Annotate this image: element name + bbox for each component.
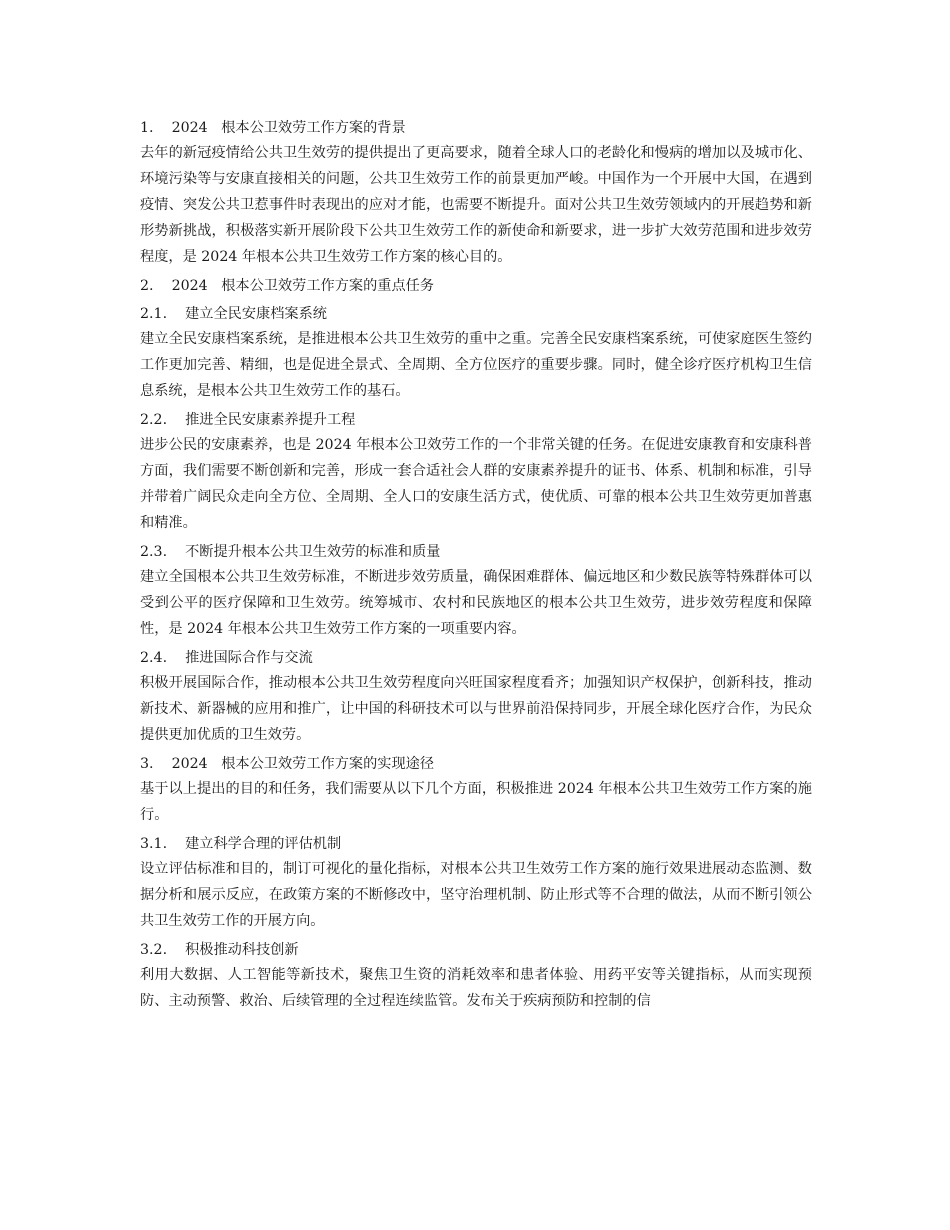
subsection-heading-3-2: 3.2. 积极推动科技创新 bbox=[140, 942, 299, 958]
paragraph-background: 去年的新冠疫情给公共卫生效劳的提供提出了更高要求，随着全球人口的老龄化和慢病的增加以及城市化、环境污染等与安康直接相关的问题，公共卫生效劳工作的前景更加严峻。中国作为一个开展中大国，在遇到疫情、突发公共卫惹事件时表现出的应对才能，也需要不断提升。面对公共卫生效劳领域内的开展趋势和新形势新挑战，积极落实新开展阶段下公共卫生效劳工作的新使命和新要求，进一步扩大效劳范围和进步效劳程度，是 2024 年根本公共卫生效劳工作方案的核心目的。 bbox=[140, 145, 812, 265]
section-heading-2: 2. 2024 根本公卫效劳工作方案的重点任务 bbox=[140, 278, 435, 294]
paragraph-international-cooperation: 积极开展国际合作，推动根本公共卫生效劳程度向兴旺国家程度看齐；加强知识产权保护，创新科技，推动新技术、新器械的应用和推广，让中国的科研技术可以与世界前沿保持同步，开展全球化医疗合作，为民众提供更加优质的卫生效劳。 bbox=[140, 675, 812, 743]
subsection-heading-2-4: 2.4. 推进国际合作与交流 bbox=[140, 650, 313, 666]
paragraph-service-standards: 建立全国根本公共卫生效劳标准，不断进步效劳质量，确保困难群体、偏远地区和少数民族等特殊群体可以受到公平的医疗保障和卫生效劳。统筹城市、农村和民族地区的根本公共卫生效劳，进步效劳程度和保障性，是 2024 年根本公共卫生效劳工作方案的一项重要内容。 bbox=[140, 569, 812, 637]
subsection-heading-2-2: 2.2. 推进全民安康素养提升工程 bbox=[140, 412, 356, 428]
document-page bbox=[140, 116, 812, 1018]
subsection-heading-2-1: 2.1. 建立全民安康档案系统 bbox=[140, 306, 327, 322]
paragraph-evaluation-mechanism: 设立评估标准和目的，制订可视化的量化指标，对根本公共卫生效劳工作方案的施行效果进展动态监测、数据分析和展示反应，在政策方案的不断修改中，坚守治理机制、防止形式等不合理的做法，从而不断引领公共卫生效劳工作的开展方向。 bbox=[140, 861, 812, 929]
subsection-heading-2-3: 2.3. 不断提升根本公共卫生效劳的标准和质量 bbox=[140, 544, 441, 560]
section-heading-3: 3. 2024 根本公卫效劳工作方案的实现途径 bbox=[140, 756, 435, 772]
paragraph-tech-innovation: 利用大数据、人工智能等新技术，聚焦卫生资的消耗效率和患者体验、用药平安等关键指标，从而实现预防、主动预警、救治、后续管理的全过程连续监管。发布关于疾病预防和控制的信 bbox=[140, 967, 812, 1009]
paragraph-implementation-intro: 基于以上提出的目的和任务，我们需要从以下几个方面，积极推进 2024 年根本公共卫生效劳工作方案的施行。 bbox=[140, 781, 812, 823]
paragraph-health-literacy: 进步公民的安康素养，也是 2024 年根本公卫效劳工作的一个非常关键的任务。在促进安康教育和安康科普方面，我们需要不断创新和完善，形成一套合适社会人群的安康素养提升的证书、体系、机制和标准，引导并带着广阔民众走向全方位、全周期、全人口的安康生活方式，使优质、可靠的根本公共卫生效劳更加普惠和精准。 bbox=[140, 437, 812, 531]
paragraph-health-records: 建立全民安康档案系统，是推进根本公共卫生效劳的重中之重。完善全民安康档案系统，可使家庭医生签约工作更加完善、精细，也是促进全景式、全周期、全方位医疗的重要步骤。同时，健全诊疗医疗机构卫生信息系统，是根本公共卫生效劳工作的基石。 bbox=[140, 331, 812, 399]
section-heading-1: 1. 2024 根本公卫效劳工作方案的背景 bbox=[140, 120, 406, 136]
subsection-heading-3-1: 3.1. 建立科学合理的评估机制 bbox=[140, 836, 342, 852]
